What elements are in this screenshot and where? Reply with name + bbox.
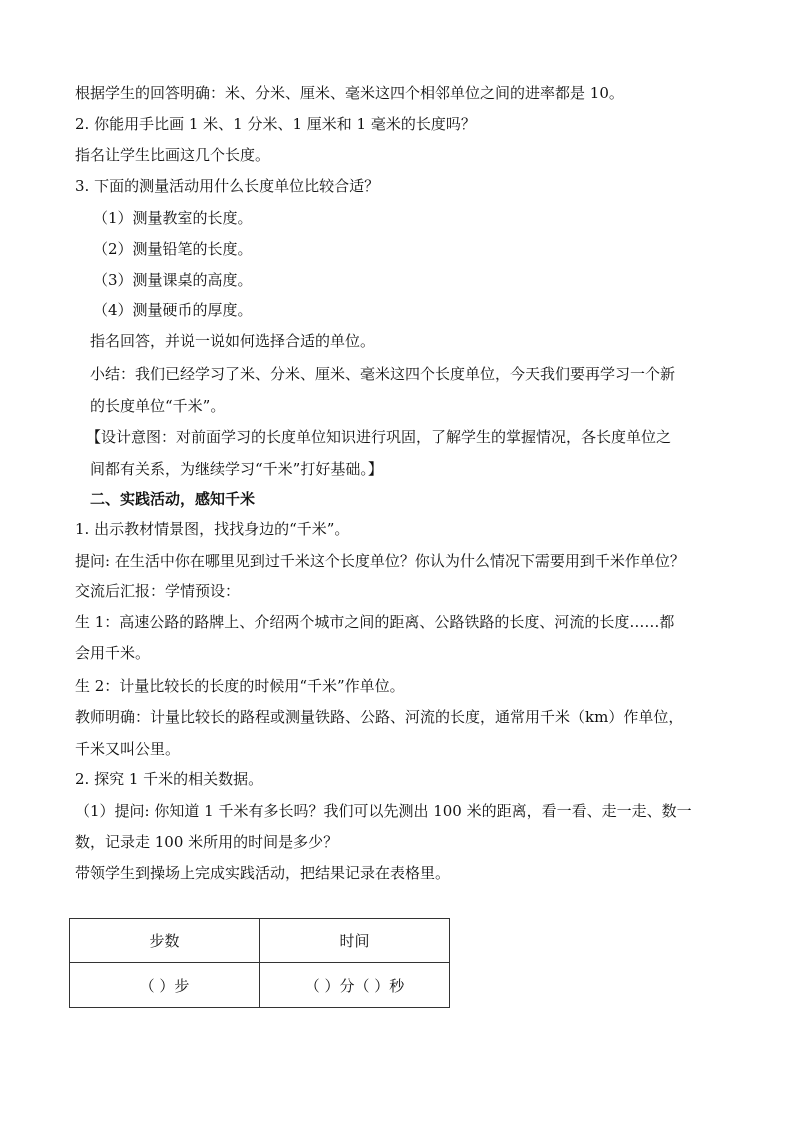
- text-line: （1）测量教室的长度。: [93, 209, 253, 227]
- header-steps: 步数: [70, 919, 260, 963]
- text-line: 指名让学生比画这几个长度。: [75, 146, 271, 164]
- table-header-row: [70, 919, 450, 963]
- text-line: （2）测量铅笔的长度。: [93, 240, 253, 258]
- text-line: 教师明确：计量比较长的路程或测量铁路、公路、河流的长度，通常用千米（km）作单位，: [75, 708, 684, 726]
- text-line: 2. 你能用手比画 1 米、1 分米、1 厘米和 1 毫米的长度吗？: [75, 115, 476, 133]
- text-line: （3）测量课桌的高度。: [93, 271, 253, 289]
- record-table: [69, 918, 450, 1008]
- text-line: （1）提问: 你知道 1 千米有多长吗？我们可以先测出 100 米的距离，看一看、走一走、数一: [75, 802, 692, 820]
- text-line: 生 2：计量比较长的长度的时候用“千米”作单位。: [75, 677, 405, 695]
- text-line: （4）测量硬币的厚度。: [93, 301, 253, 319]
- text-line: 提问: 在生活中你在哪里见到过千米这个长度单位？你认为什么情况下需要用到千米作单位？: [75, 552, 685, 570]
- text-line: 指名回答，并说一说如何选择合适的单位。: [90, 332, 376, 350]
- text-line: 的长度单位“千米”。: [90, 397, 226, 415]
- text-line: 交流后汇报：学情预设：: [75, 582, 241, 600]
- header-time: 时间: [260, 919, 450, 963]
- table-row: [70, 963, 450, 1008]
- text-line: 会用千米。: [75, 644, 151, 662]
- text-line: 千米又叫公里。: [75, 740, 181, 758]
- text-line: 间都有关系，为继续学习“千米”打好基础。】: [90, 460, 383, 478]
- cell-time: （ ）分（ ）秒: [260, 963, 450, 1008]
- text-line: 带领学生到操场上完成实践活动，把结果记录在表格里。: [75, 864, 451, 882]
- text-line: 【设计意图：对前面学习的长度单位知识进行巩固，了解学生的掌握情况，各长度单位之: [86, 428, 672, 446]
- text-line: 数，记录走 100 米所用的时间是多少？: [75, 833, 339, 851]
- text-line: 1. 出示教材情景图，找找身边的“千米”。: [75, 520, 350, 538]
- text-line: 小结：我们已经学习了米、分米、厘米、毫米这四个长度单位，今天我们要再学习一个新: [90, 365, 676, 383]
- text-line: 2. 探究 1 千米的相关数据。: [75, 770, 264, 788]
- text-line: 根据学生的回答明确：米、分米、厘米、毫米这四个相邻单位之间的进率都是 10。: [75, 84, 624, 102]
- section-heading: 二、实践活动，感知千米: [90, 490, 256, 508]
- text-line: 生 1：高速公路的路牌上、介绍两个城市之间的距离、公路铁路的长度、河流的长度……都: [75, 613, 675, 631]
- text-line: 3. 下面的测量活动用什么长度单位比较合适？: [75, 177, 380, 195]
- cell-steps: （ ）步: [70, 963, 260, 1008]
